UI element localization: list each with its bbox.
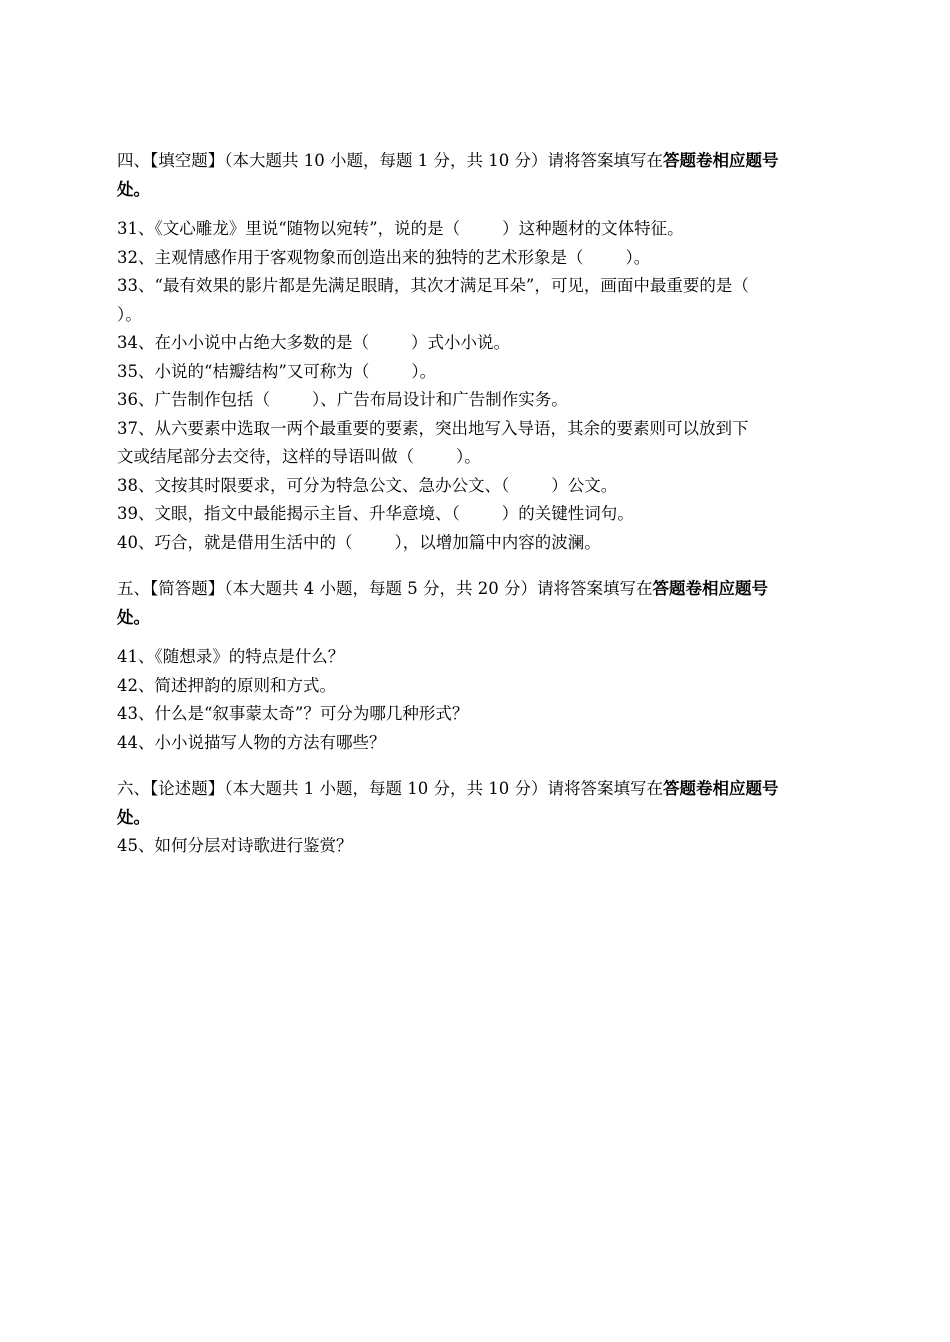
section-heading-bold: 答题卷相应题号 [662, 151, 779, 170]
section-heading [117, 146, 837, 175]
section-heading-text: 五、【简答题】（本大题共 4 小题，每题 5 分，共 20 分）请将答案填写在 [117, 579, 653, 598]
question-42: 42、简述押韵的原则和方式。 [117, 675, 336, 695]
section-heading-text: 六、【论述题】（本大题共 1 小题，每题 10 分，共 10 分）请将答案填写在 [117, 779, 663, 798]
question-43: 43、什么是“叙事蒙太奇”？可分为哪几种形式？ [117, 704, 469, 723]
question-37: 37、从六要素中选取一两个最重要的要素，突出地写入导语，其余的要素则可以放到下 [117, 418, 749, 438]
question-34: 34、在小小说中占绝大多数的是（ ）式小小说。 [117, 333, 510, 352]
question-44: 44、小小说描写人物的方法有哪些？ [117, 732, 386, 752]
section-heading-bold: 答题卷相应题号 [662, 779, 779, 798]
question-41: 41、《随想录》的特点是什么？ [117, 647, 345, 666]
section-heading-continued: 处。 [117, 808, 150, 827]
section-short-answer [117, 574, 837, 757]
question-40: 40、巧合，就是借用生活中的（ ），以增加篇中内容的波澜。 [117, 532, 601, 552]
question-37-continued: 文或结尾部分去交待，这样的导语叫做（ ）。 [117, 447, 481, 466]
section-heading-continued: 处。 [117, 608, 150, 627]
section-heading-continued: 处。 [117, 180, 150, 199]
section-heading [117, 574, 837, 603]
question-33-continued: ）。 [117, 304, 142, 324]
exam-page [117, 146, 837, 861]
question-39: 39、文眼，指文中最能揭示主旨、升华意境、（ ）的关键性词句。 [117, 504, 634, 523]
section-heading-bold: 答题卷相应题号 [652, 579, 768, 598]
question-45: 45、如何分层对诗歌进行鉴赏？ [117, 836, 353, 855]
section-fill-in-blank [117, 146, 837, 557]
question-31: 31、《文心雕龙》里说“随物以宛转”，说的是（ ）这种题材的文体特征。 [117, 219, 684, 238]
question-35: 35、小说的“桔瓣结构”又可称为（ ）。 [117, 361, 437, 381]
question-33: 33、“最有效果的影片都是先满足眼睛，其次才满足耳朵”，可见，画面中最重要的是（ [117, 276, 749, 295]
question-36: 36、广告制作包括（ ）、广告布局设计和广告制作实务。 [117, 390, 568, 409]
section-heading-text: 四、【填空题】（本大题共 10 小题，每题 1 分，共 10 分）请将答案填写在 [117, 151, 663, 170]
section-essay [117, 774, 837, 861]
section-heading [117, 774, 837, 803]
question-38: 38、文按其时限要求，可分为特急公文、急办公文、（ ）公文。 [117, 475, 618, 495]
question-32: 32、主观情感作用于客观物象而创造出来的独特的艺术形象是（ ）。 [117, 247, 651, 267]
